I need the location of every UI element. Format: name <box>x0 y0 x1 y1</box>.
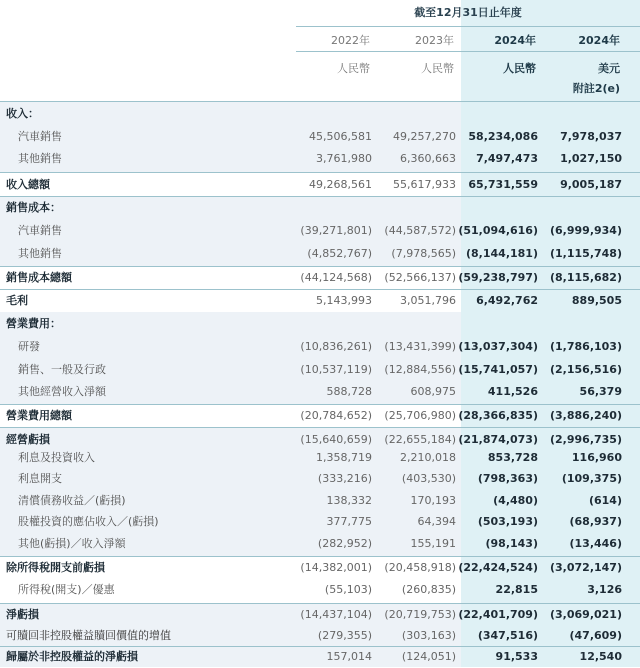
row-label: 股權投資的應佔收入／(虧損) <box>18 515 159 528</box>
table-row <box>0 603 640 626</box>
table-row <box>0 266 640 289</box>
table-row <box>0 578 640 601</box>
cell-2024-rmb: (503,193) <box>477 515 538 528</box>
cell-2022: 588,728 <box>326 385 372 398</box>
cell-2023: 155,191 <box>410 537 456 550</box>
cell-2024-usd: (2,156,516) <box>550 363 622 376</box>
cell-2022: 157,014 <box>326 650 372 663</box>
cell-2024-usd: (109,375) <box>561 472 622 485</box>
cell-2022: (279,355) <box>317 629 372 642</box>
row-label: 收入： <box>6 107 39 120</box>
table-row <box>0 645 640 668</box>
cell-2024-rmb: (13,037,304) <box>458 340 538 353</box>
row-opex-heading <box>0 312 640 335</box>
cell-2023: (44,587,572) <box>384 224 456 237</box>
cell-2024-usd: 1,027,150 <box>560 152 622 165</box>
cell-2022: 1,358,719 <box>316 451 372 464</box>
cell-2023: 6,360,663 <box>400 152 456 165</box>
row-label: 淨虧損 <box>6 608 39 621</box>
row-label: 歸屬於非控股權益的淨虧損 <box>6 650 138 663</box>
year-rule <box>296 51 640 52</box>
cell-2024-rmb: (59,238,797) <box>458 271 538 284</box>
row-label: 其他經營收入淨額 <box>18 385 106 398</box>
cell-2022: (14,382,001) <box>300 561 372 574</box>
cell-2024-rmb: (15,741,057) <box>458 363 538 376</box>
cell-2023: (12,884,556) <box>384 363 456 376</box>
cell-2022: (10,537,119) <box>300 363 372 376</box>
cell-2023: (303,163) <box>401 629 456 642</box>
cell-2024-rmb: (4,480) <box>493 494 538 507</box>
table-row <box>0 358 640 381</box>
row-label: 營業費用總額 <box>6 409 72 422</box>
cell-2022: (4,852,767) <box>307 247 372 260</box>
row-label: 收入總額 <box>6 178 50 191</box>
row-label: 毛利 <box>6 294 28 307</box>
row-cost-heading <box>0 196 640 219</box>
cell-2024-usd: 3,126 <box>587 583 622 596</box>
table-row <box>0 556 640 579</box>
cell-2023: 64,394 <box>417 515 456 528</box>
table-row <box>0 404 640 427</box>
cell-2023: (20,458,918) <box>384 561 456 574</box>
cell-2022: 377,775 <box>326 515 372 528</box>
cell-2024-usd: (6,999,934) <box>550 224 622 237</box>
year-2024-rmb: 2024年 <box>494 34 536 47</box>
currency-2023: 人民幣 <box>421 62 454 75</box>
year-2022: 2022年 <box>331 34 370 47</box>
cell-2024-usd: 9,005,187 <box>560 178 622 191</box>
table-row <box>0 242 640 265</box>
cell-2024-rmb: (28,366,835) <box>458 409 538 422</box>
row-revenue-heading <box>0 102 640 125</box>
row-label: 清償債務收益／(虧損) <box>18 494 126 507</box>
cell-2023: (124,051) <box>401 650 456 663</box>
row-label: 研發 <box>18 340 40 353</box>
table-row <box>0 446 640 469</box>
row-label: 除所得稅開支前虧損 <box>6 561 105 574</box>
period-header: 截至12月31日止年度 <box>414 6 522 19</box>
cell-2024-usd: (3,072,147) <box>550 561 622 574</box>
table-row <box>0 380 640 403</box>
cell-2024-usd: (68,937) <box>569 515 622 528</box>
cell-2022: (10,836,261) <box>300 340 372 353</box>
currency-2024-usd: 美元 <box>598 62 620 75</box>
row-label: 經營虧損 <box>6 433 50 446</box>
cell-2024-rmb: (8,144,181) <box>466 247 538 260</box>
cell-2022: (282,952) <box>317 537 372 550</box>
cell-2024-usd: (1,115,748) <box>550 247 622 260</box>
table-row <box>0 489 640 512</box>
table-row <box>0 173 640 196</box>
cell-2022: 3,761,980 <box>316 152 372 165</box>
table-row <box>0 510 640 533</box>
cell-2023: 3,051,796 <box>400 294 456 307</box>
cell-2024-usd: 116,960 <box>571 451 622 464</box>
cell-2022: (20,784,652) <box>300 409 372 422</box>
table-row <box>0 624 640 647</box>
cell-2022: (55,103) <box>324 583 372 596</box>
cell-2023: (260,835) <box>401 583 456 596</box>
cell-2024-rmb: 411,526 <box>487 385 538 398</box>
cell-2022: (333,216) <box>317 472 372 485</box>
row-label: 汽車銷售 <box>18 130 62 143</box>
cell-2022: 49,268,561 <box>309 178 372 191</box>
cell-2024-usd: 12,540 <box>579 650 622 663</box>
currency-2022: 人民幣 <box>337 62 370 75</box>
cell-2022: (44,124,568) <box>300 271 372 284</box>
row-label: 所得稅(開支)／優惠 <box>18 583 115 596</box>
cell-2024-rmb: (22,424,524) <box>458 561 538 574</box>
cell-2022: 45,506,581 <box>309 130 372 143</box>
cell-2024-usd: (1,786,103) <box>550 340 622 353</box>
year-2023: 2023年 <box>415 34 454 47</box>
cell-2022: 138,332 <box>326 494 372 507</box>
cell-2023: (22,655,184) <box>384 433 456 446</box>
cell-2024-rmb: (22,401,709) <box>458 608 538 621</box>
cell-2023: (20,719,753) <box>384 608 456 621</box>
cell-2024-usd: (2,996,735) <box>550 433 622 446</box>
row-label: 可贖回非控股權益贖回價值的增值 <box>6 629 171 642</box>
cell-2024-usd: (614) <box>588 494 622 507</box>
cell-2024-usd: 56,379 <box>579 385 622 398</box>
cell-2024-rmb: 6,492,762 <box>476 294 538 307</box>
cell-2023: (13,431,399) <box>384 340 456 353</box>
table-row <box>0 147 640 170</box>
cell-2023: (403,530) <box>401 472 456 485</box>
cell-2024-rmb: 22,815 <box>495 583 538 596</box>
table-row <box>0 125 640 148</box>
cell-2024-rmb: (98,143) <box>485 537 538 550</box>
row-label: 銷售成本總額 <box>6 271 72 284</box>
table-row <box>0 219 640 242</box>
cell-2024-usd: (47,609) <box>569 629 622 642</box>
cell-2023: (7,978,565) <box>391 247 456 260</box>
table-row <box>0 289 640 312</box>
cell-2022: (15,640,659) <box>300 433 372 446</box>
cell-2023: 608,975 <box>410 385 456 398</box>
cell-2024-usd: (8,115,682) <box>550 271 622 284</box>
cell-2024-rmb: 7,497,473 <box>476 152 538 165</box>
cell-2023: 170,193 <box>410 494 456 507</box>
cell-2024-usd: (13,446) <box>569 537 622 550</box>
note-reference: 附註2(e) <box>572 82 620 95</box>
row-label: 銷售、一般及行政 <box>18 363 106 376</box>
cell-2024-rmb: 58,234,086 <box>468 130 538 143</box>
row-label: 其他(虧損)／收入淨額 <box>18 537 126 550</box>
cell-2024-rmb: (51,094,616) <box>458 224 538 237</box>
cell-2023: 2,210,018 <box>400 451 456 464</box>
row-label: 利息及投資收入 <box>18 451 95 464</box>
year-2024-usd: 2024年 <box>578 34 620 47</box>
cell-2024-rmb: (347,516) <box>477 629 538 642</box>
row-label: 其他銷售 <box>18 152 62 165</box>
cell-2023: (25,706,980) <box>384 409 456 422</box>
cell-2022: 5,143,993 <box>316 294 372 307</box>
cell-2022: (14,437,104) <box>300 608 372 621</box>
row-label: 利息開支 <box>18 472 62 485</box>
cell-2023: 49,257,270 <box>393 130 456 143</box>
row-label: 銷售成本： <box>6 201 61 214</box>
cell-2024-usd: (3,886,240) <box>550 409 622 422</box>
cell-2024-rmb: (21,874,073) <box>458 433 538 446</box>
table-row <box>0 467 640 490</box>
cell-2024-rmb: 853,728 <box>487 451 538 464</box>
row-label: 汽車銷售 <box>18 224 62 237</box>
cell-2024-usd: 889,505 <box>571 294 622 307</box>
row-label: 其他銷售 <box>18 247 62 260</box>
cell-2024-rmb: (798,363) <box>477 472 538 485</box>
cell-2024-usd: (3,069,021) <box>550 608 622 621</box>
cell-2023: (52,566,137) <box>384 271 456 284</box>
cell-2024-rmb: 91,533 <box>495 650 538 663</box>
currency-2024-rmb: 人民幣 <box>503 62 536 75</box>
cell-2023: 55,617,933 <box>393 178 456 191</box>
cell-2022: (39,271,801) <box>300 224 372 237</box>
row-label: 營業費用： <box>6 317 61 330</box>
table-row <box>0 532 640 555</box>
table-row <box>0 335 640 358</box>
cell-2024-rmb: 65,731,559 <box>468 178 538 191</box>
cell-2024-usd: 7,978,037 <box>560 130 622 143</box>
header-rule <box>296 26 640 27</box>
